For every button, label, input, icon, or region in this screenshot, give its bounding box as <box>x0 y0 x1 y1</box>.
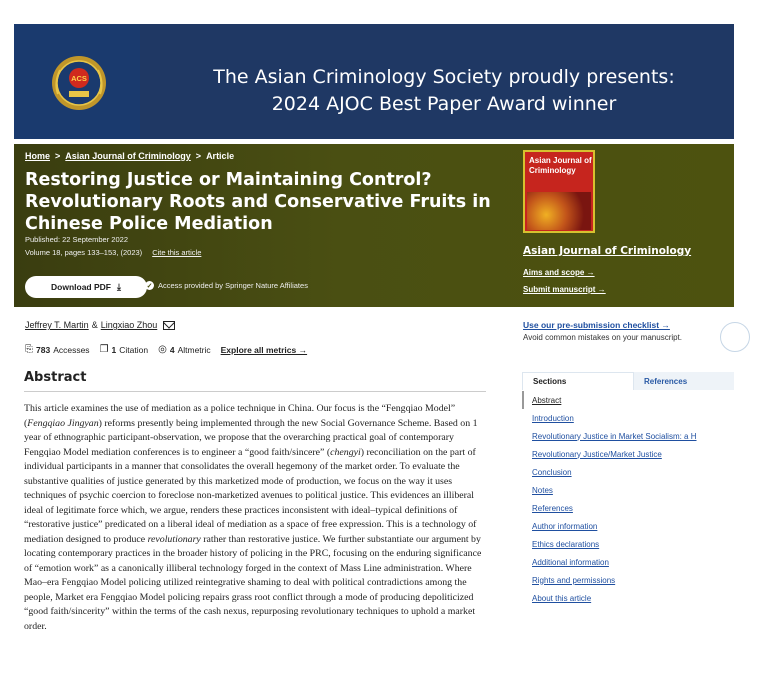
banner-title <box>154 64 734 118</box>
breadcrumb <box>25 151 234 161</box>
abstract-text <box>24 402 486 634</box>
section-link[interactable]: Abstract <box>522 391 734 409</box>
access-note <box>145 281 308 290</box>
explore-metrics-link[interactable]: Explore all metrics → <box>220 344 308 355</box>
citation-metric <box>100 344 149 355</box>
cite-link[interactable]: Cite this article <box>152 248 202 257</box>
abstract-italic-term: Fengqiao Jingyan <box>27 417 99 429</box>
section-link[interactable]: References <box>532 503 573 513</box>
accesses-icon: ⎘ <box>25 344 33 355</box>
banner-line-2: 2024 AJOC Best Paper Award winner <box>271 93 617 115</box>
section-link[interactable]: Additional information <box>532 557 609 567</box>
article-metrics <box>25 344 307 355</box>
banner-logo-panel <box>14 24 140 139</box>
abstract-segment: rather than restorative justice. We further substantiate our argument by locating contemporary practices in the broader history of policing in the PRC, focusing on the enduring significance of “emotion work” as a canonically illiberal technology forged in the context of Mass Line administration. Where Mao–era Fengqiao Model policing utilized reintegrative shaming to deal with political contradictions among the people, Market era Fengqiao Model policing repairs grass root conflict through a mode of producing depoliticized “good faith/sincerity” within the terms of the cash nexus, repurposing revolutionary techniques to uphold a market order. <box>24 533 482 632</box>
unlock-icon: ✓ <box>146 282 153 290</box>
author-list <box>25 320 175 330</box>
author-link-1[interactable]: Jeffrey T. Martin <box>25 320 89 330</box>
access-text: Access provided by Springer Nature Affiliates <box>158 281 308 290</box>
accesses-count: 783 <box>36 344 51 355</box>
article-title: Restoring Justice or Maintaining Control? Revolutionary Roots and Conservative Fruits in Chinese Police Mediation <box>25 170 491 234</box>
section-link[interactable]: Rights and permissions <box>532 575 616 585</box>
presubmission-checklist-link[interactable]: Use our pre-submission checklist → <box>523 320 670 330</box>
accesses-label: Accesses <box>53 344 90 355</box>
section-link[interactable]: Notes <box>532 485 553 495</box>
cover-title: Asian Journal of Criminology <box>529 156 592 175</box>
section-link[interactable]: About this article <box>532 593 592 603</box>
breadcrumb-current: Article <box>206 151 235 161</box>
section-link[interactable]: Revolutionary Justice/Market Justice <box>532 449 662 459</box>
abstract-italic-term: revolutionary <box>147 533 201 545</box>
tab-references[interactable]: References <box>634 372 734 390</box>
section-link[interactable]: Revolutionary Justice in Market Socialism: a H <box>532 431 697 441</box>
abstract-divider <box>24 391 486 392</box>
article-hero <box>14 144 734 307</box>
aims-scope-link[interactable]: Aims and scope → <box>523 268 595 277</box>
download-pdf-label: Download PDF <box>51 282 111 292</box>
breadcrumb-journal[interactable]: Asian Journal of Criminology <box>65 151 191 161</box>
section-link[interactable]: Introduction <box>532 413 574 423</box>
abstract-italic-term: chengyi <box>330 446 361 458</box>
citation-count: 1 <box>111 344 117 355</box>
journal-name-link[interactable]: Asian Journal of Criminology <box>523 245 692 257</box>
checklist-description: Avoid common mistakes on your manuscript. <box>523 333 683 342</box>
sidebar-edge-widget[interactable] <box>720 322 750 352</box>
section-link[interactable]: Author information <box>532 521 598 531</box>
abstract-segment: ) reconciliation on the part of individual participants in a manner that consolidates the overall hegemony of the market order. To evaluate the substantive qualities of justice generated by this marketized mode of production, we focus on the way it uses techniques of psychic coercion to foreclose non-marketized avenues to political justice. This evidences an illiberal ideal of legitimate force which, we argue, renders these practices inconsistent with ideal–typical definitions of “restorative justice” predicated on a liberal ideal of mediation as a space of free expression. This is a technology of mediation designed to produce <box>24 446 477 545</box>
section-link[interactable]: Conclusion <box>532 467 572 477</box>
altmetric-metric <box>158 344 211 355</box>
section-nav-list <box>522 391 734 607</box>
download-pdf-button[interactable] <box>25 276 147 298</box>
abstract-heading: Abstract <box>24 370 87 385</box>
volume-info <box>25 248 201 257</box>
cover-art <box>527 192 591 230</box>
submit-manuscript-link[interactable]: Submit manuscript → <box>523 285 606 294</box>
mail-icon[interactable] <box>163 321 175 330</box>
accesses-metric <box>25 344 90 355</box>
breadcrumb-home[interactable]: Home <box>25 151 51 161</box>
chevron-right-icon: > <box>55 151 61 161</box>
section-link[interactable]: Ethics declarations <box>532 539 600 549</box>
acs-logo <box>50 54 108 112</box>
altmetric-count: 4 <box>169 344 175 355</box>
journal-cover[interactable] <box>523 150 595 233</box>
abstract-segment: This article examines the use of mediation as a police technique in China. Our focus is the “Fengqiao Model” ( <box>24 403 456 429</box>
author-amp: & <box>91 320 98 330</box>
sidebar-tabs <box>522 372 734 390</box>
published-date: Published: 22 September 2022 <box>25 235 128 244</box>
author-link-2[interactable]: Lingxiao Zhou <box>100 320 158 330</box>
volume-text: Volume 18, pages 133–153, (2023) <box>25 248 143 257</box>
altmetric-label: Altmetric <box>177 344 211 355</box>
citation-label: Citation <box>119 344 149 355</box>
chevron-right-icon: > <box>195 151 202 161</box>
award-banner <box>14 24 734 139</box>
tab-sections[interactable]: Sections <box>522 372 634 390</box>
banner-line-1: The Asian Criminology Society proudly presents: <box>213 66 675 88</box>
altmetric-icon: ◎ <box>158 344 167 355</box>
citation-icon: ❐ <box>99 344 109 355</box>
logo-text: ACS <box>71 74 87 83</box>
abstract-segment: ) reforms presently being implemented through the new Social Governance Scheme. Based on 1 year of ethnographic participant-observation, we propose that the overarching practical goal of contemporary Fengqiao Model mediation conferences is to engineer a “good faith/sincere” ( <box>24 417 478 458</box>
download-icon: ⤓ <box>117 281 121 292</box>
